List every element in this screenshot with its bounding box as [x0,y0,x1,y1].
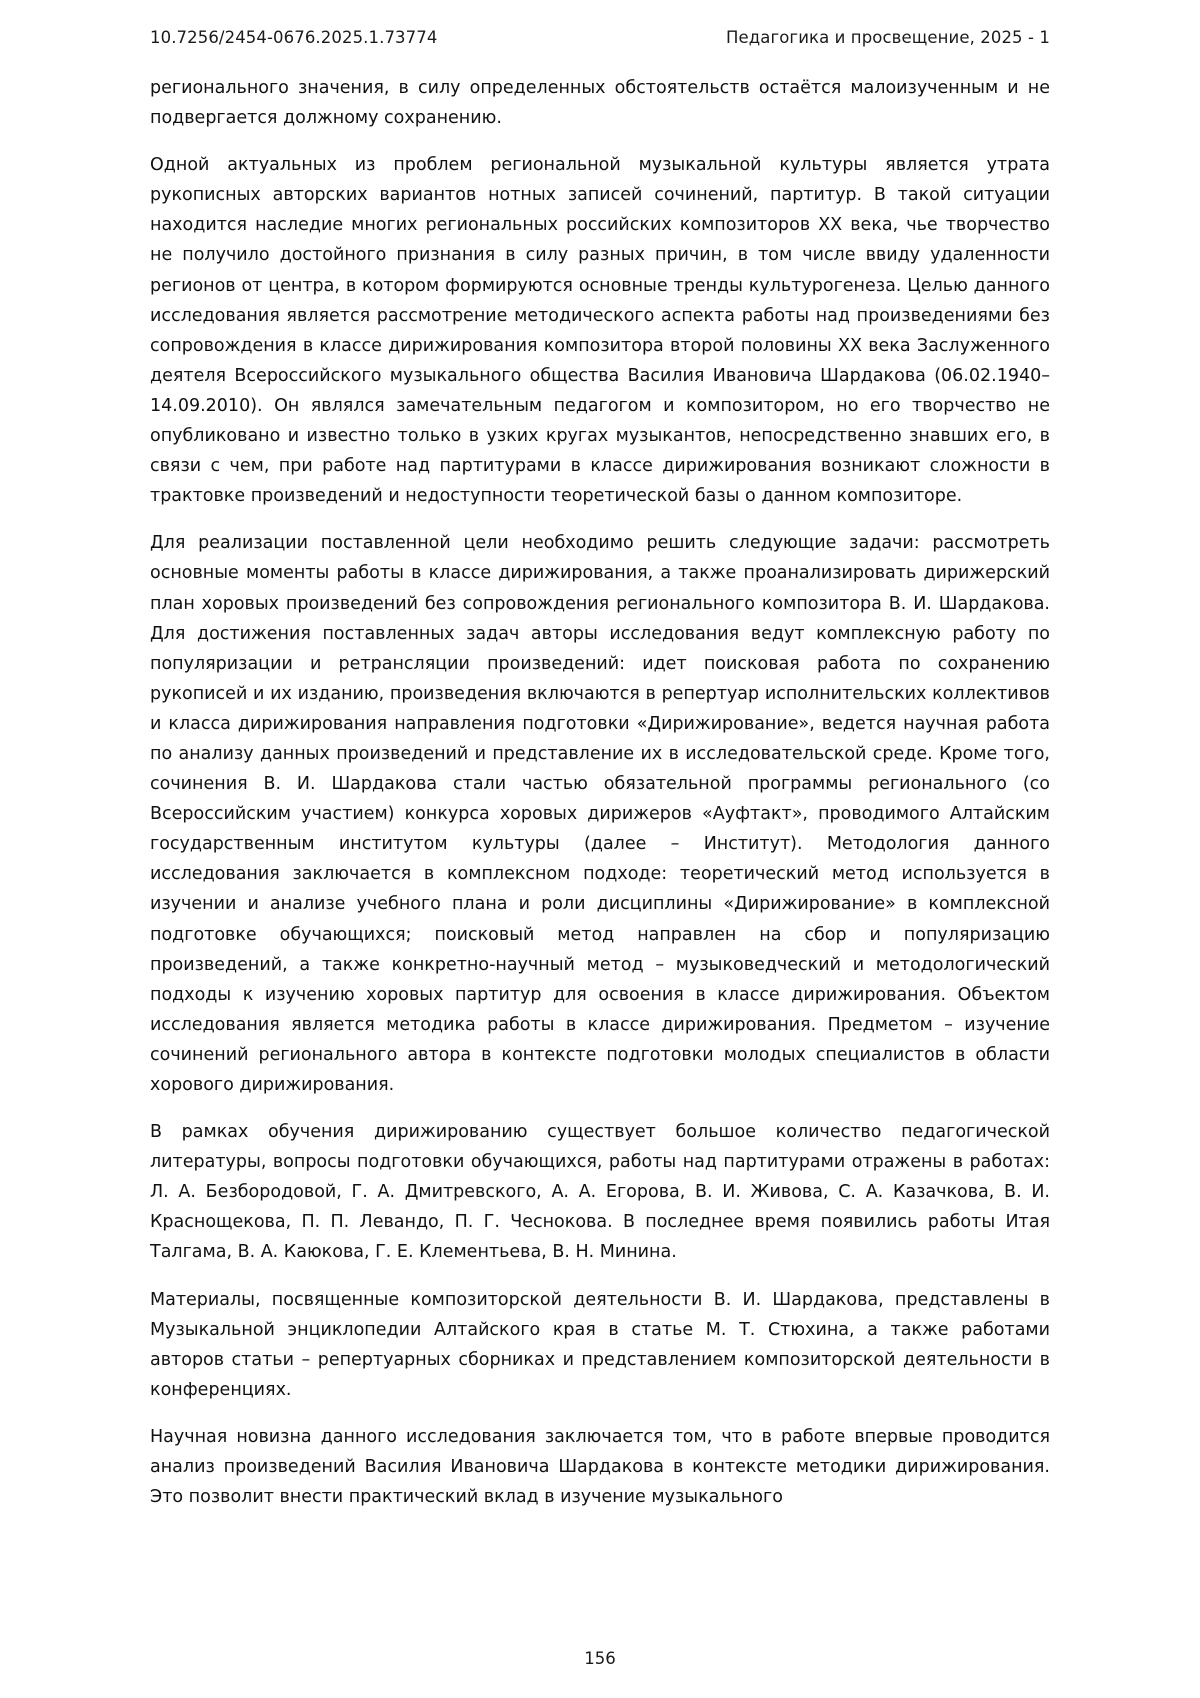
body-paragraph: Материалы, посвященные композиторской деятельности В. И. Шардакова, представлены в Музыкальной энциклопедии Алтайского края в статье М. Т. Стюхина, а также работами авторов статьи – репертуарных сборниках и представлением композиторской деятельности в конференциях. [150,1289,1050,1400]
journal-title-text: Педагогика и просвещение, 2025 - 1 [725,28,1050,47]
page-number: 156 [584,1649,616,1668]
body-paragraph: Одной актуальных из проблем региональной музыкальной культуры является утрата рукописных авторских вариантов нотных записей сочинений, партитур. В такой ситуации находится наследие многих региональных российских композиторов XX века, чье творчество не получило достойного признания в силу разных причин, в том числе ввиду удаленности регионов от центра, в котором формируются основные тренды культурогенеза. Целью данного исследования является рассмотрение методического аспекта работы над произведениями без сопровождения в классе дирижирования композитора второй половины XX века Заслуженного деятеля Всероссийского музыкального общества Василия Ивановича Шардакова (06.02.1940–14.09.2010). Он являлся замечательным педагогом и композитором, но его творчество не опубликовано и известно только в узких кругах музыкантов, непосредственно знавших его, в связи с чем, при работе над партитурами в классе дирижирования возникают сложности в трактовке произведений и недоступности теоретической базы о данном композиторе. [150,155,1050,507]
body-paragraph: Научная новизна данного исследования заключается том, что в работе впервые проводится анализ произведений Василия Ивановича Шардакова в контексте методики дирижирования. Это позволит внести практический вклад в изучение музыкального [150,1426,1050,1508]
page-header [150,28,1050,47]
page-footer [0,1649,1200,1668]
doi-text: 10.7256/2454-0676.2025.1.73774 [150,28,438,47]
body-paragraph: регионального значения, в силу определенных обстоятельств остаётся малоизученным и не подвергается должному сохранению. [150,78,1050,129]
body-paragraph: В рамках обучения дирижированию существует большое количество педагогической литературы, вопросы подготовки обучающихся, работы над партитурами отражены в работах: Л. А. Безбородовой, Г. А. Дмитревского, А. А. Егорова, В. И. Живова, С. А. Казачкова, В. И. Краснощекова, П. П. Левандо, П. Г. Чеснокова. В последнее время появились работы Итая Талгама, В. А. Каюкова, Г. Е. Клементьева, В. Н. Минина. [150,1122,1050,1263]
body-paragraph: Для реализации поставленной цели необходимо решить следующие задачи: рассмотреть основные моменты работы в классе дирижирования, а также проанализировать дирижерский план хоровых произведений без сопровождения регионального композитора В. И. Шардакова. Для достижения поставленных задач авторы исследования ведут комплексную работу по популяризации и ретрансляции произведений: идет поисковая работа по сохранению рукописей и их изданию, произведения включаются в репертуар исполнительских коллективов и класса дирижирования направления подготовки «Дирижирование», ведется научная работа по анализу данных произведений и представление их в исследовательской среде. Кроме того, сочинения В. И. Шардакова стали частью обязательной программы регионального (со Всероссийским участием) конкурса хоровых дирижеров «Ауфтакт», проводимого Алтайским государственным институтом культуры (далее – Институт). Методология данного исследования заключается в комплексном подходе: теоретический метод используется в изучении и анализе учебного плана и роли дисциплины «Дирижирование» в комплексной подготовке обучающихся; поисковый метод направлен на сбор и популяризацию произведений, а также конкретно-научный метод – музыковедческий и методологический подходы к изучению хоровых партитур для освоения в классе дирижирования. Объектом исследования является методика работы в классе дирижирования. Предметом – изучение сочинений регионального автора в контексте подготовки молодых специалистов в области хорового дирижирования. [150,533,1050,1095]
article-body [150,73,1050,1512]
